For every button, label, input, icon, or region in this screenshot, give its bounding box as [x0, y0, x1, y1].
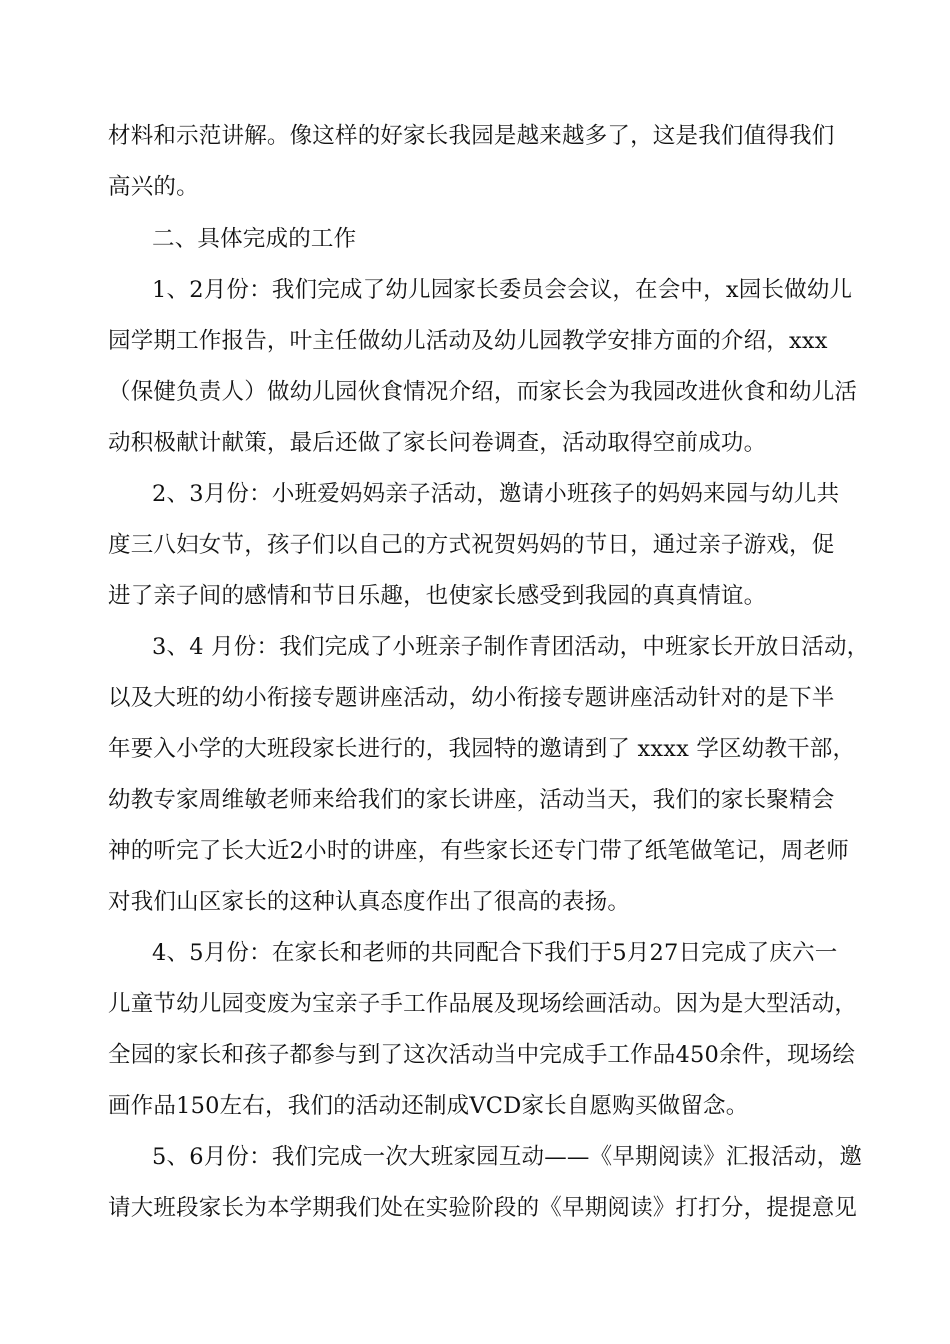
text-line: 神的听完了长大近2小时的讲座，有些家长还专门带了纸笔做笔记，周老师: [108, 838, 849, 864]
text-line: 全园的家长和孩子都参与到了这次活动当中完成手工作品450余件，现场绘: [108, 1042, 856, 1068]
text-line: 进了亲子间的感情和节日乐趣，也使家长感受到我园的真真情谊。: [108, 583, 767, 609]
text-line: 2、3月份：小班爱妈妈亲子活动，邀请小班孩子的妈妈来园与幼儿共: [152, 481, 840, 507]
text-line: 画作品150左右，我们的活动还制成VCD家长自愿购买做留念。: [108, 1093, 749, 1119]
text-line: 3、4 月份：我们完成了小班亲子制作青团活动，中班家长开放日活动，: [152, 634, 870, 660]
text-line: 年要入小学的大班段家长进行的，我园特的邀请到了 xxxx 学区幼教干部，: [108, 736, 856, 762]
text-line: 儿童节幼儿园变废为宝亲子手工作品展及现场绘画活动。因为是大型活动，: [108, 991, 858, 1017]
text-line: 高兴的。: [108, 174, 199, 200]
text-line: 以及大班的幼小衔接专题讲座活动，幼小衔接专题讲座活动针对的是下半: [108, 685, 835, 711]
text-line: 对我们山区家长的这种认真态度作出了很高的表扬。: [108, 889, 631, 915]
text-line: 幼教专家周维敏老师来给我们的家长讲座，活动当天，我们的家长聚精会: [108, 787, 835, 813]
text-line: 材料和示范讲解。像这样的好家长我园是越来越多了，这是我们值得我们: [108, 123, 835, 149]
text-line: 1、2月份：我们完成了幼儿园家长委员会会议，在会中，x园长做幼儿: [152, 277, 853, 303]
section-heading: 二、具体完成的工作: [152, 226, 357, 252]
text-line: 园学期工作报告，叶主任做幼儿活动及幼儿园教学安排方面的介绍，xxx: [108, 328, 828, 354]
text-line: 4、5月份：在家长和老师的共同配合下我们于5月27日完成了庆六一: [152, 940, 838, 966]
text-line: 度三八妇女节，孩子们以自己的方式祝贺妈妈的节日，通过亲子游戏，促: [108, 532, 835, 558]
text-line: 5、6月份：我们完成一次大班家园互动——《早期阅读》汇报活动，邀: [152, 1144, 863, 1170]
text-line: （保健负责人）做幼儿园伙食情况介绍，而家长会为我园改进伙食和幼儿活: [108, 379, 858, 405]
text-line: 请大班段家长为本学期我们处在实验阶段的《早期阅读》打打分，提提意见: [108, 1195, 858, 1221]
text-line: 动积极献计献策，最后还做了家长问卷调查，活动取得空前成功。: [108, 430, 767, 456]
